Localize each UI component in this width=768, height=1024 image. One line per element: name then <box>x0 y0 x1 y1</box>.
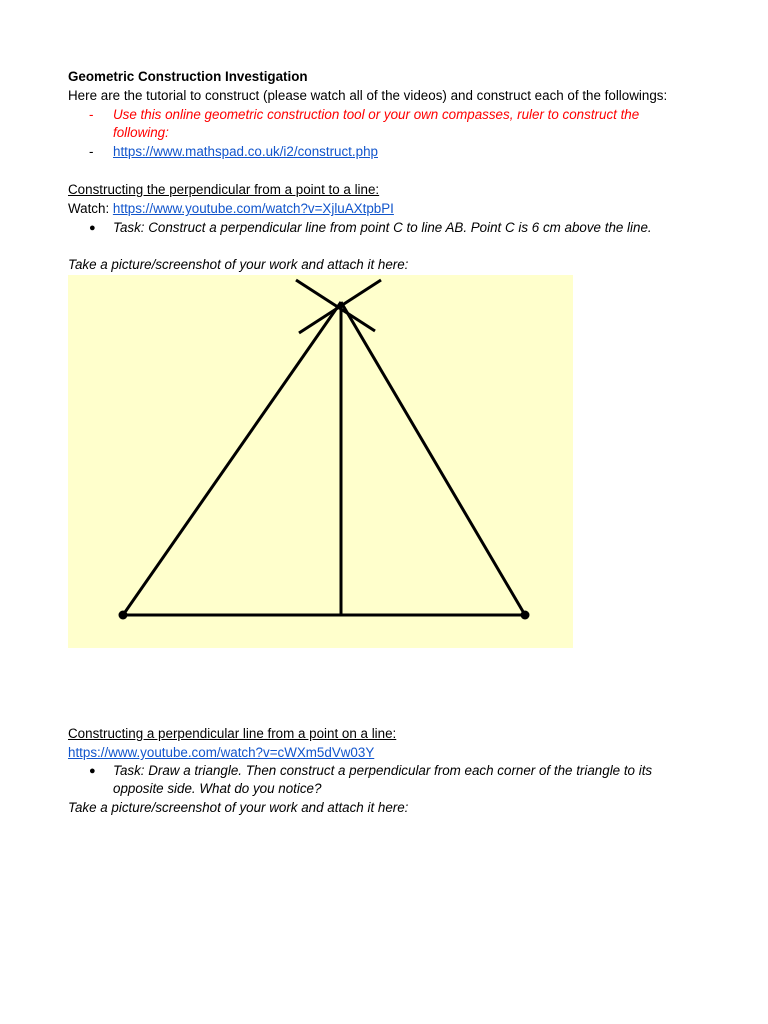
list-dash-1: - <box>89 107 94 122</box>
watch-label: Watch: <box>68 201 113 216</box>
section1-attach-text: Take a picture/screenshot of your work and attach it here: <box>68 257 409 272</box>
line-bc <box>341 302 525 615</box>
youtube-link-1[interactable]: https://www.youtube.com/watch?v=XjluAXtpbPI <box>112 201 394 216</box>
doc-title: Geometric Construction Investigation <box>68 69 308 84</box>
construction-drawing <box>68 275 573 648</box>
point-a <box>119 611 128 620</box>
mathspad-link[interactable]: https://www.mathspad.co.uk/i2/construct.php <box>113 144 378 159</box>
line-ac <box>123 302 341 615</box>
intro-text: Here are the tutorial to construct (please watch all of the videos) and construct each of the followings: <box>68 88 668 103</box>
section2-heading: Constructing a perpendicular line from a point on a line: <box>68 726 397 741</box>
section1-task: Task: Construct a perpendicular line from point C to line AB. Point C is 6 cm above the line. <box>113 220 652 235</box>
list-dash-2: - <box>89 144 94 159</box>
construction-screenshot <box>68 275 573 648</box>
section1-heading: Constructing the perpendicular from a point to a line: <box>68 182 380 197</box>
bullet-icon-2: ● <box>89 765 96 777</box>
section1-watch-row <box>68 200 394 218</box>
arc-mark-1 <box>296 280 375 331</box>
bullet-icon: ● <box>89 222 96 234</box>
section2-task-line-2: opposite side. What do you notice? <box>113 781 322 796</box>
section2-task-line-1: Task: Draw a triangle. Then construct a perpendicular from each corner of the triangle to its <box>113 763 653 778</box>
instruction-line-1: Use this online geometric construction tool or your own compasses, ruler to construct the <box>113 107 640 122</box>
section2-attach-text: Take a picture/screenshot of your work and attach it here: <box>68 800 409 815</box>
point-b <box>521 611 530 620</box>
instruction-line-2: following: <box>113 125 169 140</box>
youtube-link-2[interactable]: https://www.youtube.com/watch?v=cWXm5dVw03Y <box>68 745 375 760</box>
